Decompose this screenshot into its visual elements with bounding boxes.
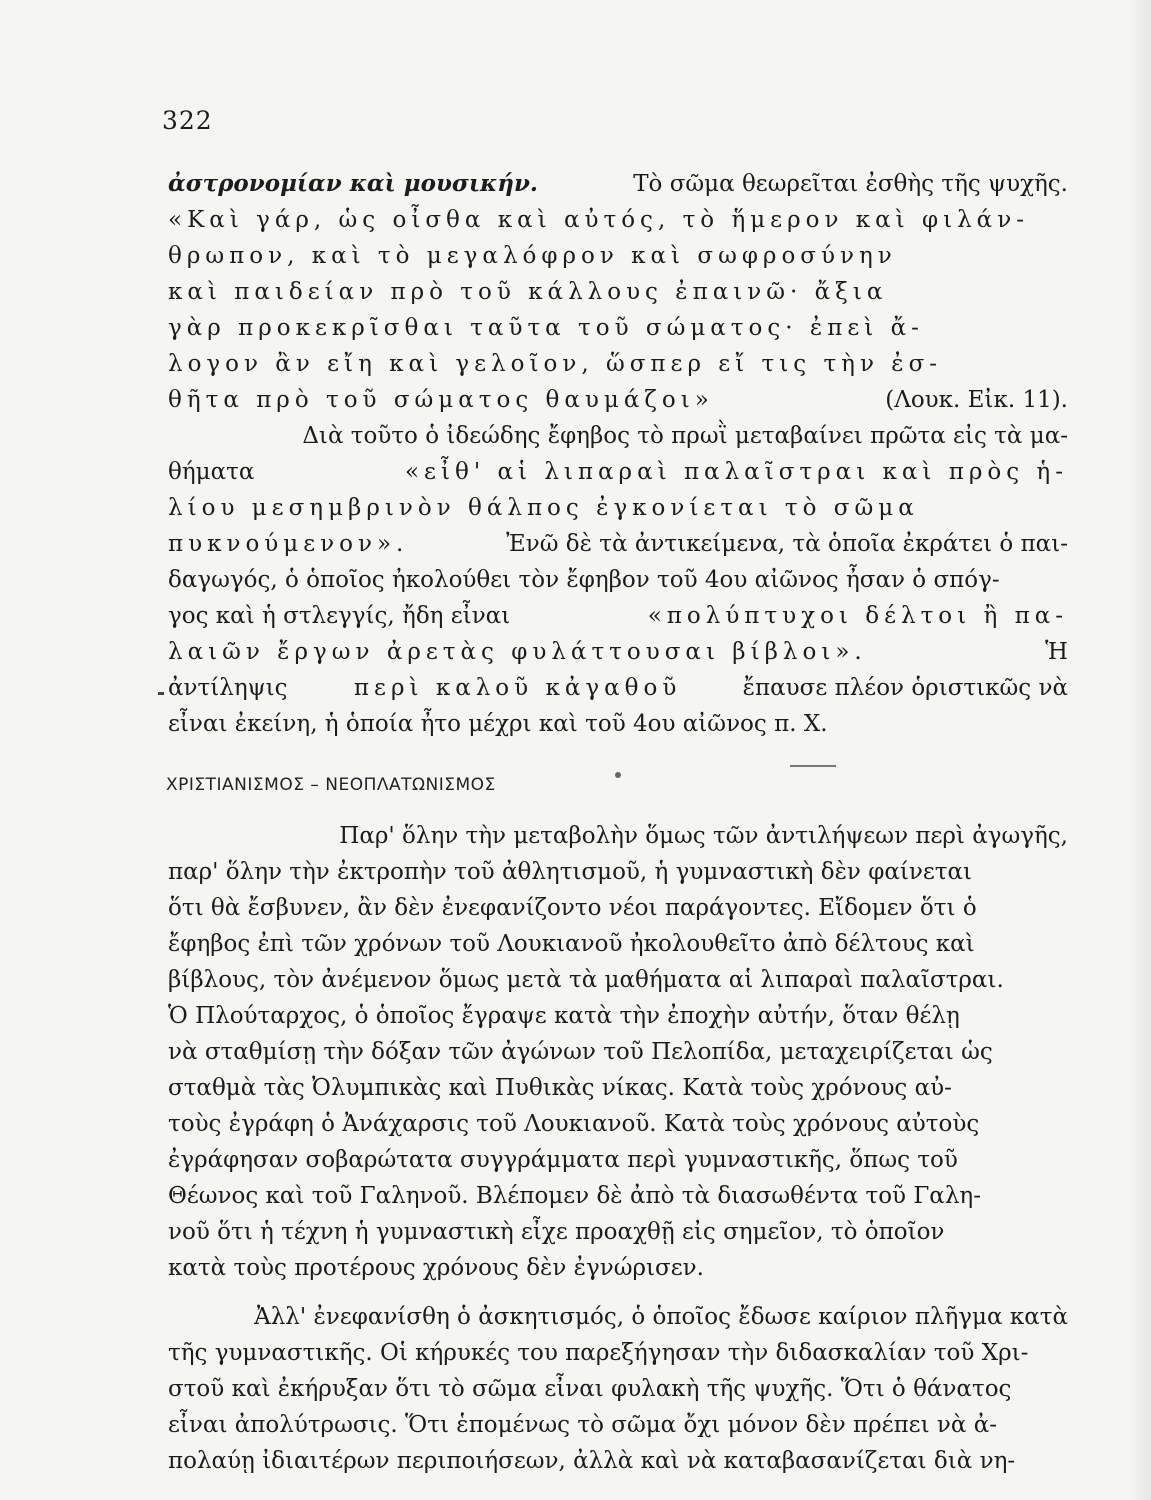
text-line	[168, 962, 1068, 998]
text-run: στοῦ καὶ ἐκήρυξαν ὅτι τὸ σῶμα εἶναι φυλακὴ τῆς ψυχῆς. Ὅτι ὁ θάνατος	[168, 1376, 1012, 1402]
text-line	[168, 526, 1068, 562]
text-line	[168, 346, 1068, 382]
text-run: λογον ἂν εἴη καὶ γελοῖον, ὥσπερ εἴ τις τὴν ἐσ-	[168, 351, 943, 377]
text-line	[168, 418, 1068, 454]
binding-shadow	[1129, 0, 1151, 1500]
text-line	[168, 634, 1068, 670]
text-run: γὰρ προκεκρῖσθαι ταῦτα τοῦ σώματος· ἐπεὶ ἄ-	[168, 315, 924, 341]
text-line	[168, 926, 1068, 962]
text-line	[168, 1034, 1068, 1070]
text-line	[168, 202, 1068, 238]
text-run: Ἐνῶ δὲ τὰ ἀντικείμενα, τὰ ὁποῖα ἐκράτει ὁ παι-	[498, 531, 1068, 557]
text-run: ἔπαυσε πλέον ὁριστικῶς νὰ	[735, 675, 1068, 701]
text-run: βίβλους, τὸν ἀνέμενον ὅμως μετὰ τὰ μαθήματα αἱ λιπαραὶ παλαῖστραι.	[168, 967, 1004, 993]
spaced-quote: πυκνούμενον».	[168, 531, 409, 557]
spaced-quote: «πολύπτυχοι δέλτοι ἢ πα-	[635, 603, 1068, 629]
text-line	[168, 1178, 1068, 1214]
text-run: ὅτι θὰ ἔσβυνεν, ἂν δὲν ἐνεφανίζοντο νέοι παράγοντες. Εἴδομεν ὅτι ὁ	[168, 895, 977, 921]
spaced-quote: θῆτα πρὸ τοῦ σώματος θαυμάζοι»	[168, 387, 714, 413]
text-run: σταθμὰ τὰς Ὀλυμπικὰς καὶ Πυθικὰς νίκας. Κατὰ τοὺς χρόνους αὐ-	[168, 1075, 952, 1101]
paragraph-block-3	[168, 1299, 1068, 1479]
page-number: 322	[162, 106, 213, 135]
text-line	[168, 1106, 1068, 1142]
citation: (Λουκ. Εἰκ. 11).	[877, 387, 1068, 413]
text-run: πολαύῃ ἰδιαιτέρων περιποιήσεων, ἀλλὰ καὶ νὰ καταβασανίζεται διὰ νη-	[168, 1448, 1016, 1474]
text-run: τοὺς ἐγράφη ὁ Ἀνάχαρσις τοῦ Λουκιανοῦ. Κατὰ τοὺς χρόνους αὐτοὺς	[168, 1111, 980, 1137]
text-line	[168, 1142, 1068, 1178]
text-line	[168, 310, 1068, 346]
text-line	[168, 1443, 1068, 1479]
text-run: Διὰ τοῦτο ὁ ἰδεώδης ἔφηβος τὸ πρωῒ μεταβαίνει πρῶτα εἰς τὰ μα-	[302, 423, 1068, 449]
text-run: νὰ σταθμίσῃ τὴν δόξαν τῶν ἀγώνων τοῦ Πελοπίδα, μεταχειρίζεται ὡς	[168, 1039, 993, 1065]
text-run: Παρ' ὅλην τὴν μεταβολὴν ὅμως τῶν ἀντιλήψεων περὶ ἀγωγῆς,	[339, 823, 1068, 849]
text-run: Ὁ Πλούταρχος, ὁ ὁποῖος ἔγραψε κατὰ τὴν ἐποχὴν αὐτήν, ὅταν θέλῃ	[168, 1003, 960, 1029]
text-run: Θέωνος καὶ τοῦ Γαληνοῦ. Βλέπομεν δὲ ἀπὸ τὰ διασωθέντα τοῦ Γαλη-	[168, 1183, 981, 1209]
section-heading: ΧΡΙΣΤΙΑΝΙΣΜΟΣ – ΝΕΟΠΛΑΤΩΝΙΣΜΟΣ	[166, 775, 496, 795]
text-line	[168, 818, 1068, 854]
text-line	[168, 490, 1068, 526]
text-run: εἶναι ἐκείνη, ἡ ὁποία ἦτο μέχρι καὶ τοῦ 4ου αἰῶνος π. Χ.	[168, 711, 828, 737]
text-line	[168, 382, 1068, 418]
text-line	[168, 1299, 1068, 1335]
text-run: νοῦ ὅτι ἡ τέχνη ἡ γυμναστικὴ εἶχε προαχθῇ εἰς σημεῖον, τὸ ὁποῖον	[168, 1219, 945, 1245]
text-run: κατὰ τοὺς προτέρους χρόνους δὲν ἐγνώρισεν.	[168, 1255, 704, 1281]
text-run: γος καὶ ἡ στλεγγίς, ἤδη εἶναι	[168, 603, 511, 629]
text-line	[168, 1371, 1068, 1407]
text-run: Τὸ σῶμα θεωρεῖται ἐσθὴς τῆς ψυχῆς.	[625, 171, 1068, 197]
text-line	[168, 1214, 1068, 1250]
text-run: παρ' ὅλην τὴν ἐκτροπὴν τοῦ ἀθλητισμοῦ, ἡ γυμναστικὴ δὲν φαίνεται	[168, 859, 973, 885]
spaced-quote: λαιῶν ἔργων ἀρετὰς φυλάττουσαι βίβλοι».	[168, 639, 867, 665]
spaced-phrase: περὶ καλοῦ κἀγαθοῦ	[341, 675, 682, 701]
spaced-quote: «εἶθ' αἱ λιπαραὶ παλαῖστραι καὶ πρὸς ἡ-	[392, 459, 1068, 485]
text-line	[168, 1070, 1068, 1106]
text-line	[168, 598, 1068, 634]
text-line	[168, 1250, 1068, 1286]
text-line	[168, 274, 1068, 310]
text-run: ἀντίληψις	[168, 675, 288, 701]
text-run: θρωπον, καὶ τὸ μεγαλόφρον καὶ σωφροσύνην	[168, 243, 897, 269]
text-run: Ἡ	[1037, 639, 1068, 665]
text-line	[168, 1407, 1068, 1443]
text-run: τῆς γυμναστικῆς. Οἱ κήρυκές του παρεξήγησαν τὴν διδασκαλίαν τοῦ Χρι-	[168, 1340, 1029, 1366]
text-line	[168, 854, 1068, 890]
text-line	[168, 706, 1068, 742]
text-line	[168, 166, 1068, 202]
paragraph-block-2	[168, 818, 1068, 1286]
paragraph-block-1	[168, 166, 1068, 742]
text-line	[168, 562, 1068, 598]
text-line	[168, 238, 1068, 274]
section-rule	[790, 765, 836, 767]
margin-mark	[158, 692, 164, 695]
bold-italic-phrase: ἀστρονομίαν καὶ μουσικήν.	[168, 170, 538, 197]
spaced-quote: λίου μεσημβρινὸν θάλπος ἐγκονίεται τὸ σῶμα	[168, 495, 919, 521]
text-run: ἐγράφησαν σοβαρώτατα συγγράμματα περὶ γυμναστικῆς, ὅπως τοῦ	[168, 1147, 958, 1173]
text-run: ἔφηβος ἐπὶ τῶν χρόνων τοῦ Λουκιανοῦ ἠκολουθεῖτο ἀπὸ δέλτους καὶ	[168, 931, 975, 957]
text-run: Ἀλλ' ἐνεφανίσθη ὁ ἀσκητισμός, ὁ ὁποῖος ἔδωσε καίριον πλῆγμα κατὰ	[254, 1304, 1068, 1330]
text-run: καὶ παιδείαν πρὸ τοῦ κάλλους ἐπαινῶ· ἄξια	[168, 279, 888, 305]
text-run: «Καὶ γάρ, ὡς οἶσθα καὶ αὐτός, τὸ ἥμερον καὶ φιλάν-	[168, 207, 1029, 233]
ink-dot	[615, 772, 621, 778]
text-line	[168, 454, 1068, 490]
text-run: δαγωγός, ὁ ὁποῖος ἠκολούθει τὸν ἔφηβον τοῦ 4ου αἰῶνος ἦσαν ὁ σπόγ-	[168, 567, 1000, 593]
text-run: θήματα	[168, 459, 255, 485]
text-line	[168, 670, 1068, 706]
text-line	[168, 998, 1068, 1034]
text-run: εἶναι ἀπολύτρωσις. Ὅτι ἑπομένως τὸ σῶμα ὄχι μόνον δὲν πρέπει νὰ ἀ-	[168, 1412, 998, 1438]
text-line	[168, 1335, 1068, 1371]
text-line	[168, 890, 1068, 926]
